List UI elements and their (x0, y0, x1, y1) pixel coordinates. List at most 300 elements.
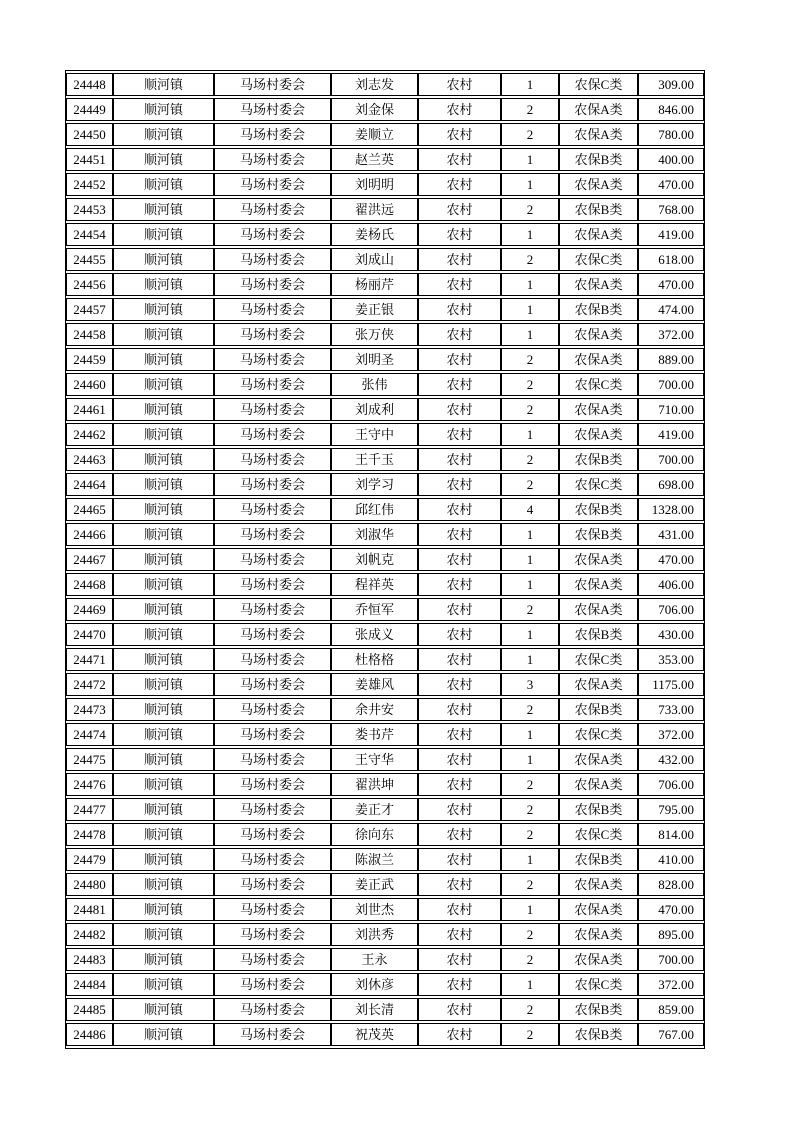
table-row (66, 673, 704, 696)
cell-category: 农保A类 (559, 123, 638, 146)
cell-category: 农保A类 (559, 573, 638, 596)
cell-village: 马场村委会 (214, 148, 331, 171)
cell-name: 徐向东 (331, 823, 418, 846)
cell-locale: 农村 (418, 898, 501, 921)
cell-category: 农保A类 (559, 873, 638, 896)
cell-town: 顺河镇 (113, 248, 214, 271)
cell-count: 2 (501, 698, 559, 721)
table-row (66, 298, 704, 321)
cell-count: 1 (501, 723, 559, 746)
cell-id: 24462 (66, 423, 113, 446)
cell-category: 农保A类 (559, 598, 638, 621)
cell-locale: 农村 (418, 948, 501, 971)
cell-town: 顺河镇 (113, 948, 214, 971)
cell-id: 24483 (66, 948, 113, 971)
cell-town: 顺河镇 (113, 448, 214, 471)
cell-category: 农保A类 (559, 223, 638, 246)
cell-count: 2 (501, 1023, 559, 1046)
cell-category: 农保B类 (559, 523, 638, 546)
cell-count: 1 (501, 573, 559, 596)
cell-village: 马场村委会 (214, 848, 331, 871)
cell-id: 24478 (66, 823, 113, 846)
cell-count: 1 (501, 848, 559, 871)
cell-id: 24469 (66, 598, 113, 621)
cell-category: 农保A类 (559, 898, 638, 921)
cell-id: 24464 (66, 473, 113, 496)
cell-town: 顺河镇 (113, 98, 214, 121)
cell-category: 农保C类 (559, 473, 638, 496)
table-row (66, 198, 704, 221)
cell-amount: 700.00 (638, 373, 704, 396)
table-row (66, 698, 704, 721)
cell-name: 杨丽芹 (331, 273, 418, 296)
cell-town: 顺河镇 (113, 548, 214, 571)
cell-village: 马场村委会 (214, 123, 331, 146)
cell-amount: 700.00 (638, 448, 704, 471)
cell-amount: 372.00 (638, 973, 704, 996)
table-row (66, 448, 704, 471)
cell-category: 农保C类 (559, 973, 638, 996)
cell-locale: 农村 (418, 548, 501, 571)
cell-village: 马场村委会 (214, 73, 331, 96)
cell-category: 农保A类 (559, 323, 638, 346)
cell-name: 姜正才 (331, 798, 418, 821)
cell-town: 顺河镇 (113, 223, 214, 246)
cell-id: 24485 (66, 998, 113, 1021)
cell-amount: 419.00 (638, 423, 704, 446)
cell-id: 24486 (66, 1023, 113, 1046)
cell-id: 24482 (66, 923, 113, 946)
cell-id: 24459 (66, 348, 113, 371)
cell-name: 姜正武 (331, 873, 418, 896)
cell-id: 24467 (66, 548, 113, 571)
cell-town: 顺河镇 (113, 1023, 214, 1046)
cell-village: 马场村委会 (214, 823, 331, 846)
table-row (66, 498, 704, 521)
cell-name: 王守华 (331, 748, 418, 771)
cell-amount: 859.00 (638, 998, 704, 1021)
table-row (66, 1023, 704, 1046)
cell-name: 张成义 (331, 623, 418, 646)
cell-town: 顺河镇 (113, 873, 214, 896)
cell-name: 姜杨氏 (331, 223, 418, 246)
cell-village: 马场村委会 (214, 798, 331, 821)
cell-village: 马场村委会 (214, 948, 331, 971)
cell-amount: 795.00 (638, 798, 704, 821)
cell-count: 1 (501, 623, 559, 646)
cell-amount: 895.00 (638, 923, 704, 946)
cell-town: 顺河镇 (113, 748, 214, 771)
cell-village: 马场村委会 (214, 1023, 331, 1046)
cell-village: 马场村委会 (214, 323, 331, 346)
cell-count: 1 (501, 223, 559, 246)
cell-count: 2 (501, 398, 559, 421)
cell-village: 马场村委会 (214, 348, 331, 371)
cell-village: 马场村委会 (214, 273, 331, 296)
cell-village: 马场村委会 (214, 173, 331, 196)
cell-category: 农保C类 (559, 248, 638, 271)
table-row (66, 948, 704, 971)
cell-village: 马场村委会 (214, 923, 331, 946)
cell-town: 顺河镇 (113, 348, 214, 371)
cell-category: 农保B类 (559, 448, 638, 471)
cell-count: 1 (501, 548, 559, 571)
cell-locale: 农村 (418, 173, 501, 196)
cell-locale: 农村 (418, 848, 501, 871)
table-row (66, 98, 704, 121)
cell-amount: 700.00 (638, 948, 704, 971)
cell-count: 1 (501, 423, 559, 446)
cell-amount: 470.00 (638, 173, 704, 196)
table-row (66, 623, 704, 646)
cell-amount: 406.00 (638, 573, 704, 596)
cell-name: 刘世杰 (331, 898, 418, 921)
cell-locale: 农村 (418, 148, 501, 171)
cell-amount: 353.00 (638, 648, 704, 671)
cell-id: 24458 (66, 323, 113, 346)
cell-village: 马场村委会 (214, 473, 331, 496)
cell-category: 农保B类 (559, 1023, 638, 1046)
cell-locale: 农村 (418, 448, 501, 471)
cell-count: 2 (501, 998, 559, 1021)
cell-locale: 农村 (418, 298, 501, 321)
cell-locale: 农村 (418, 673, 501, 696)
cell-locale: 农村 (418, 73, 501, 96)
cell-name: 姜雄风 (331, 673, 418, 696)
cell-id: 24452 (66, 173, 113, 196)
cell-amount: 889.00 (638, 348, 704, 371)
cell-id: 24484 (66, 973, 113, 996)
cell-id: 24449 (66, 98, 113, 121)
table-row (66, 373, 704, 396)
cell-village: 马场村委会 (214, 748, 331, 771)
cell-name: 刘休彦 (331, 973, 418, 996)
table-row (66, 173, 704, 196)
cell-name: 张万侠 (331, 323, 418, 346)
cell-town: 顺河镇 (113, 973, 214, 996)
cell-category: 农保B类 (559, 498, 638, 521)
table-row (66, 973, 704, 996)
cell-locale: 农村 (418, 348, 501, 371)
cell-locale: 农村 (418, 748, 501, 771)
cell-village: 马场村委会 (214, 223, 331, 246)
cell-id: 24481 (66, 898, 113, 921)
cell-name: 乔恒军 (331, 598, 418, 621)
cell-village: 马场村委会 (214, 873, 331, 896)
cell-category: 农保C类 (559, 73, 638, 96)
cell-category: 农保C类 (559, 373, 638, 396)
cell-amount: 400.00 (638, 148, 704, 171)
cell-town: 顺河镇 (113, 473, 214, 496)
cell-village: 马场村委会 (214, 973, 331, 996)
cell-amount: 372.00 (638, 723, 704, 746)
cell-locale: 农村 (418, 698, 501, 721)
cell-town: 顺河镇 (113, 298, 214, 321)
cell-id: 24474 (66, 723, 113, 746)
cell-id: 24451 (66, 148, 113, 171)
table-row (66, 923, 704, 946)
cell-amount: 432.00 (638, 748, 704, 771)
cell-amount: 710.00 (638, 398, 704, 421)
cell-category: 农保A类 (559, 548, 638, 571)
cell-count: 1 (501, 973, 559, 996)
cell-category: 农保A类 (559, 423, 638, 446)
cell-category: 农保A类 (559, 923, 638, 946)
cell-village: 马场村委会 (214, 898, 331, 921)
table-row (66, 748, 704, 771)
cell-name: 娄书芹 (331, 723, 418, 746)
cell-category: 农保A类 (559, 748, 638, 771)
cell-locale: 农村 (418, 998, 501, 1021)
cell-count: 2 (501, 873, 559, 896)
cell-village: 马场村委会 (214, 398, 331, 421)
cell-village: 马场村委会 (214, 373, 331, 396)
cell-name: 王守中 (331, 423, 418, 446)
cell-town: 顺河镇 (113, 173, 214, 196)
cell-name: 刘帆克 (331, 548, 418, 571)
cell-locale: 农村 (418, 598, 501, 621)
cell-id: 24472 (66, 673, 113, 696)
cell-count: 2 (501, 923, 559, 946)
table-row (66, 323, 704, 346)
cell-name: 刘明圣 (331, 348, 418, 371)
cell-count: 1 (501, 748, 559, 771)
cell-amount: 470.00 (638, 273, 704, 296)
cell-town: 顺河镇 (113, 598, 214, 621)
cell-amount: 1175.00 (638, 673, 704, 696)
cell-name: 王千玉 (331, 448, 418, 471)
cell-locale: 农村 (418, 923, 501, 946)
cell-locale: 农村 (418, 573, 501, 596)
cell-name: 翟洪坤 (331, 773, 418, 796)
cell-locale: 农村 (418, 648, 501, 671)
cell-town: 顺河镇 (113, 773, 214, 796)
cell-village: 马场村委会 (214, 598, 331, 621)
cell-amount: 698.00 (638, 473, 704, 496)
cell-name: 陈淑兰 (331, 848, 418, 871)
cell-town: 顺河镇 (113, 998, 214, 1021)
cell-village: 马场村委会 (214, 773, 331, 796)
cell-village: 马场村委会 (214, 723, 331, 746)
cell-name: 祝茂英 (331, 1023, 418, 1046)
table-row (66, 573, 704, 596)
cell-count: 2 (501, 98, 559, 121)
table-row (66, 548, 704, 571)
cell-count: 1 (501, 648, 559, 671)
cell-village: 马场村委会 (214, 548, 331, 571)
cell-amount: 430.00 (638, 623, 704, 646)
cell-id: 24460 (66, 373, 113, 396)
table-row (66, 523, 704, 546)
cell-town: 顺河镇 (113, 73, 214, 96)
cell-category: 农保A类 (559, 348, 638, 371)
cell-amount: 780.00 (638, 123, 704, 146)
cell-village: 马场村委会 (214, 698, 331, 721)
table-row (66, 148, 704, 171)
cell-name: 赵兰英 (331, 148, 418, 171)
table-row (66, 348, 704, 371)
cell-name: 刘成山 (331, 248, 418, 271)
cell-name: 刘学习 (331, 473, 418, 496)
cell-locale: 农村 (418, 198, 501, 221)
cell-town: 顺河镇 (113, 323, 214, 346)
cell-count: 1 (501, 298, 559, 321)
cell-town: 顺河镇 (113, 923, 214, 946)
cell-locale: 农村 (418, 323, 501, 346)
cell-locale: 农村 (418, 223, 501, 246)
benefit-roster-table (65, 70, 705, 1049)
table-row (66, 473, 704, 496)
cell-village: 马场村委会 (214, 98, 331, 121)
table-body (66, 73, 704, 1046)
cell-village: 马场村委会 (214, 523, 331, 546)
cell-locale: 农村 (418, 723, 501, 746)
cell-name: 余井安 (331, 698, 418, 721)
cell-locale: 农村 (418, 1023, 501, 1046)
cell-locale: 农村 (418, 873, 501, 896)
cell-town: 顺河镇 (113, 648, 214, 671)
cell-locale: 农村 (418, 498, 501, 521)
cell-town: 顺河镇 (113, 673, 214, 696)
cell-amount: 474.00 (638, 298, 704, 321)
table-row (66, 898, 704, 921)
cell-amount: 733.00 (638, 698, 704, 721)
cell-town: 顺河镇 (113, 398, 214, 421)
table-row (66, 398, 704, 421)
cell-name: 刘志发 (331, 73, 418, 96)
cell-name: 杜格格 (331, 648, 418, 671)
cell-count: 1 (501, 148, 559, 171)
cell-village: 马场村委会 (214, 673, 331, 696)
cell-name: 刘明明 (331, 173, 418, 196)
cell-id: 24466 (66, 523, 113, 546)
cell-id: 24455 (66, 248, 113, 271)
cell-locale: 农村 (418, 773, 501, 796)
cell-town: 顺河镇 (113, 123, 214, 146)
table-row (66, 223, 704, 246)
cell-name: 张伟 (331, 373, 418, 396)
cell-id: 24454 (66, 223, 113, 246)
cell-village: 马场村委会 (214, 648, 331, 671)
cell-name: 刘金保 (331, 98, 418, 121)
cell-count: 2 (501, 123, 559, 146)
cell-name: 刘长清 (331, 998, 418, 1021)
cell-category: 农保C类 (559, 648, 638, 671)
cell-count: 2 (501, 373, 559, 396)
cell-category: 农保B类 (559, 848, 638, 871)
cell-count: 1 (501, 323, 559, 346)
cell-id: 24453 (66, 198, 113, 221)
table-row (66, 873, 704, 896)
cell-locale: 农村 (418, 473, 501, 496)
cell-category: 农保B类 (559, 798, 638, 821)
cell-village: 马场村委会 (214, 498, 331, 521)
cell-amount: 618.00 (638, 248, 704, 271)
cell-category: 农保B类 (559, 148, 638, 171)
table-row (66, 773, 704, 796)
cell-town: 顺河镇 (113, 273, 214, 296)
cell-town: 顺河镇 (113, 623, 214, 646)
cell-amount: 470.00 (638, 898, 704, 921)
cell-locale: 农村 (418, 273, 501, 296)
cell-amount: 828.00 (638, 873, 704, 896)
cell-locale: 农村 (418, 123, 501, 146)
cell-town: 顺河镇 (113, 723, 214, 746)
cell-category: 农保B类 (559, 298, 638, 321)
table-row (66, 248, 704, 271)
cell-amount: 846.00 (638, 98, 704, 121)
cell-amount: 767.00 (638, 1023, 704, 1046)
cell-amount: 431.00 (638, 523, 704, 546)
cell-id: 24476 (66, 773, 113, 796)
cell-category: 农保B类 (559, 698, 638, 721)
cell-count: 2 (501, 198, 559, 221)
cell-village: 马场村委会 (214, 448, 331, 471)
cell-village: 马场村委会 (214, 423, 331, 446)
cell-category: 农保A类 (559, 273, 638, 296)
cell-category: 农保A类 (559, 173, 638, 196)
cell-amount: 419.00 (638, 223, 704, 246)
cell-id: 24480 (66, 873, 113, 896)
cell-locale: 农村 (418, 248, 501, 271)
cell-amount: 706.00 (638, 773, 704, 796)
cell-count: 2 (501, 598, 559, 621)
table-row (66, 823, 704, 846)
cell-category: 农保C类 (559, 823, 638, 846)
cell-locale: 农村 (418, 98, 501, 121)
cell-id: 24448 (66, 73, 113, 96)
table-row (66, 798, 704, 821)
cell-town: 顺河镇 (113, 198, 214, 221)
cell-name: 姜顺立 (331, 123, 418, 146)
cell-count: 1 (501, 898, 559, 921)
cell-amount: 372.00 (638, 323, 704, 346)
cell-category: 农保A类 (559, 948, 638, 971)
cell-name: 王永 (331, 948, 418, 971)
cell-locale: 农村 (418, 823, 501, 846)
table-row (66, 273, 704, 296)
cell-locale: 农村 (418, 523, 501, 546)
cell-village: 马场村委会 (214, 998, 331, 1021)
cell-count: 1 (501, 173, 559, 196)
cell-id: 24471 (66, 648, 113, 671)
cell-locale: 农村 (418, 398, 501, 421)
cell-count: 1 (501, 273, 559, 296)
table-row (66, 123, 704, 146)
cell-id: 24465 (66, 498, 113, 521)
cell-count: 2 (501, 248, 559, 271)
cell-id: 24456 (66, 273, 113, 296)
table-row (66, 648, 704, 671)
cell-town: 顺河镇 (113, 898, 214, 921)
cell-name: 翟洪远 (331, 198, 418, 221)
cell-name: 姜正银 (331, 298, 418, 321)
cell-amount: 814.00 (638, 823, 704, 846)
cell-name: 邱红伟 (331, 498, 418, 521)
cell-count: 2 (501, 798, 559, 821)
cell-town: 顺河镇 (113, 698, 214, 721)
table-row (66, 73, 704, 96)
cell-count: 2 (501, 473, 559, 496)
cell-id: 24457 (66, 298, 113, 321)
cell-count: 2 (501, 448, 559, 471)
cell-category: 农保A类 (559, 673, 638, 696)
cell-name: 刘成利 (331, 398, 418, 421)
cell-count: 3 (501, 673, 559, 696)
cell-town: 顺河镇 (113, 498, 214, 521)
cell-id: 24463 (66, 448, 113, 471)
cell-name: 刘淑华 (331, 523, 418, 546)
